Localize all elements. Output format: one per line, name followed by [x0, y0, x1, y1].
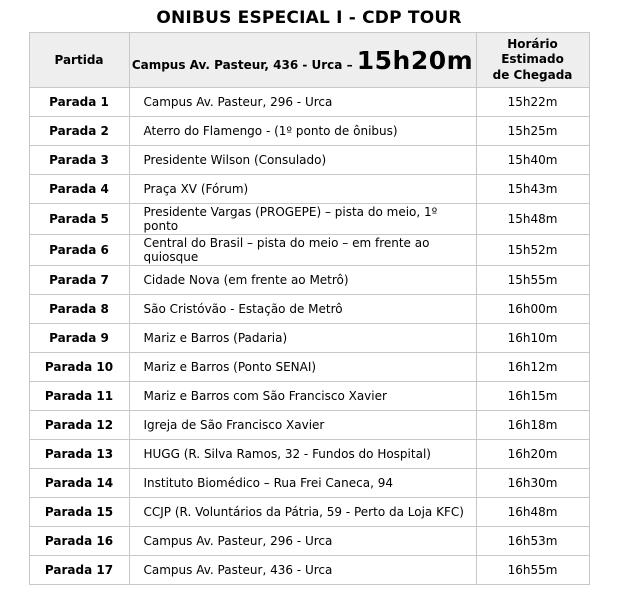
arrival-time-cell: 16h12m: [476, 353, 589, 382]
arrival-time-cell: 16h48m: [476, 498, 589, 527]
table-row: [29, 469, 589, 498]
table-row: [29, 440, 589, 469]
route-origin-label: Campus Av. Pasteur, 436 - Urca –: [131, 57, 357, 72]
arrival-time-cell: 15h22m: [476, 88, 589, 117]
table-row: [29, 527, 589, 556]
stop-cell: Parada 1: [29, 88, 129, 117]
location-cell: Campus Av. Pasteur, 436 - Urca: [129, 556, 476, 585]
table-row: [29, 498, 589, 527]
table-row: [29, 88, 589, 117]
stop-cell: Parada 5: [29, 204, 129, 235]
schedule-table-header: [29, 33, 589, 88]
stop-cell: Parada 10: [29, 353, 129, 382]
arrival-time-cell: 15h25m: [476, 117, 589, 146]
location-cell: Campus Av. Pasteur, 296 - Urca: [129, 88, 476, 117]
stop-cell: Parada 13: [29, 440, 129, 469]
location-cell: Aterro do Flamengo - (1º ponto de ônibus): [129, 117, 476, 146]
stop-cell: Parada 8: [29, 295, 129, 324]
table-row: [29, 146, 589, 175]
arrival-time-cell: 15h52m: [476, 235, 589, 266]
location-cell: Mariz e Barros com São Francisco Xavier: [129, 382, 476, 411]
stop-cell: Parada 9: [29, 324, 129, 353]
location-cell: Instituto Biomédico – Rua Frei Caneca, 94: [129, 469, 476, 498]
location-cell: Mariz e Barros (Ponto SENAI): [129, 353, 476, 382]
location-cell: Campus Av. Pasteur, 296 - Urca: [129, 527, 476, 556]
location-cell: Mariz e Barros (Padaria): [129, 324, 476, 353]
table-row: [29, 295, 589, 324]
arrival-time-cell: 15h40m: [476, 146, 589, 175]
table-row: [29, 382, 589, 411]
stop-cell: Parada 12: [29, 411, 129, 440]
table-row: [29, 324, 589, 353]
arrival-column-header: [476, 33, 589, 88]
departure-column-header: Partida: [29, 33, 129, 88]
arrival-time-cell: 16h30m: [476, 469, 589, 498]
page-title: ONIBUS ESPECIAL I - CDP TOUR: [156, 8, 462, 28]
arrival-time-cell: 16h55m: [476, 556, 589, 585]
location-cell: São Cristóvão - Estação de Metrô: [129, 295, 476, 324]
arrival-time-cell: 16h10m: [476, 324, 589, 353]
arrival-time-cell: 16h53m: [476, 527, 589, 556]
stop-cell: Parada 6: [29, 235, 129, 266]
table-row: [29, 556, 589, 585]
location-cell: Igreja de São Francisco Xavier: [129, 411, 476, 440]
arrival-header-line1: Horário Estimado: [501, 36, 564, 67]
table-row: [29, 175, 589, 204]
bus-schedule-table: [29, 32, 590, 585]
table-row: [29, 235, 589, 266]
stop-cell: Parada 3: [29, 146, 129, 175]
schedule-table-body: [29, 88, 589, 585]
arrival-time-cell: 15h43m: [476, 175, 589, 204]
table-row: [29, 204, 589, 235]
stop-cell: Parada 11: [29, 382, 129, 411]
location-cell: Cidade Nova (em frente ao Metrô): [129, 266, 476, 295]
arrival-time-cell: 16h18m: [476, 411, 589, 440]
location-cell: Central do Brasil – pista do meio – em frente ao quiosque: [129, 235, 476, 266]
stop-cell: Parada 17: [29, 556, 129, 585]
stop-cell: Parada 15: [29, 498, 129, 527]
arrival-time-cell: 16h20m: [476, 440, 589, 469]
location-cell: Praça XV (Fórum): [129, 175, 476, 204]
arrival-time-cell: 16h00m: [476, 295, 589, 324]
table-row: [29, 266, 589, 295]
arrival-time-cell: 16h15m: [476, 382, 589, 411]
stop-cell: Parada 16: [29, 527, 129, 556]
location-cell: HUGG (R. Silva Ramos, 32 - Fundos do Hospital): [129, 440, 476, 469]
arrival-time-cell: 15h55m: [476, 266, 589, 295]
arrival-header-line2: de Chegada: [492, 67, 573, 82]
location-cell: Presidente Vargas (PROGEPE) – pista do meio, 1º ponto: [129, 204, 476, 235]
departure-time-label: 15h20m: [356, 45, 474, 75]
location-cell: CCJP (R. Voluntários da Pátria, 59 - Perto da Loja KFC): [129, 498, 476, 527]
table-row: [29, 117, 589, 146]
header-row: [29, 33, 589, 88]
arrival-time-cell: 15h48m: [476, 204, 589, 235]
stop-cell: Parada 14: [29, 469, 129, 498]
route-column-header: [129, 33, 476, 88]
table-row: [29, 411, 589, 440]
location-cell: Presidente Wilson (Consulado): [129, 146, 476, 175]
stop-cell: Parada 7: [29, 266, 129, 295]
table-row: [29, 353, 589, 382]
stop-cell: Parada 2: [29, 117, 129, 146]
stop-cell: Parada 4: [29, 175, 129, 204]
